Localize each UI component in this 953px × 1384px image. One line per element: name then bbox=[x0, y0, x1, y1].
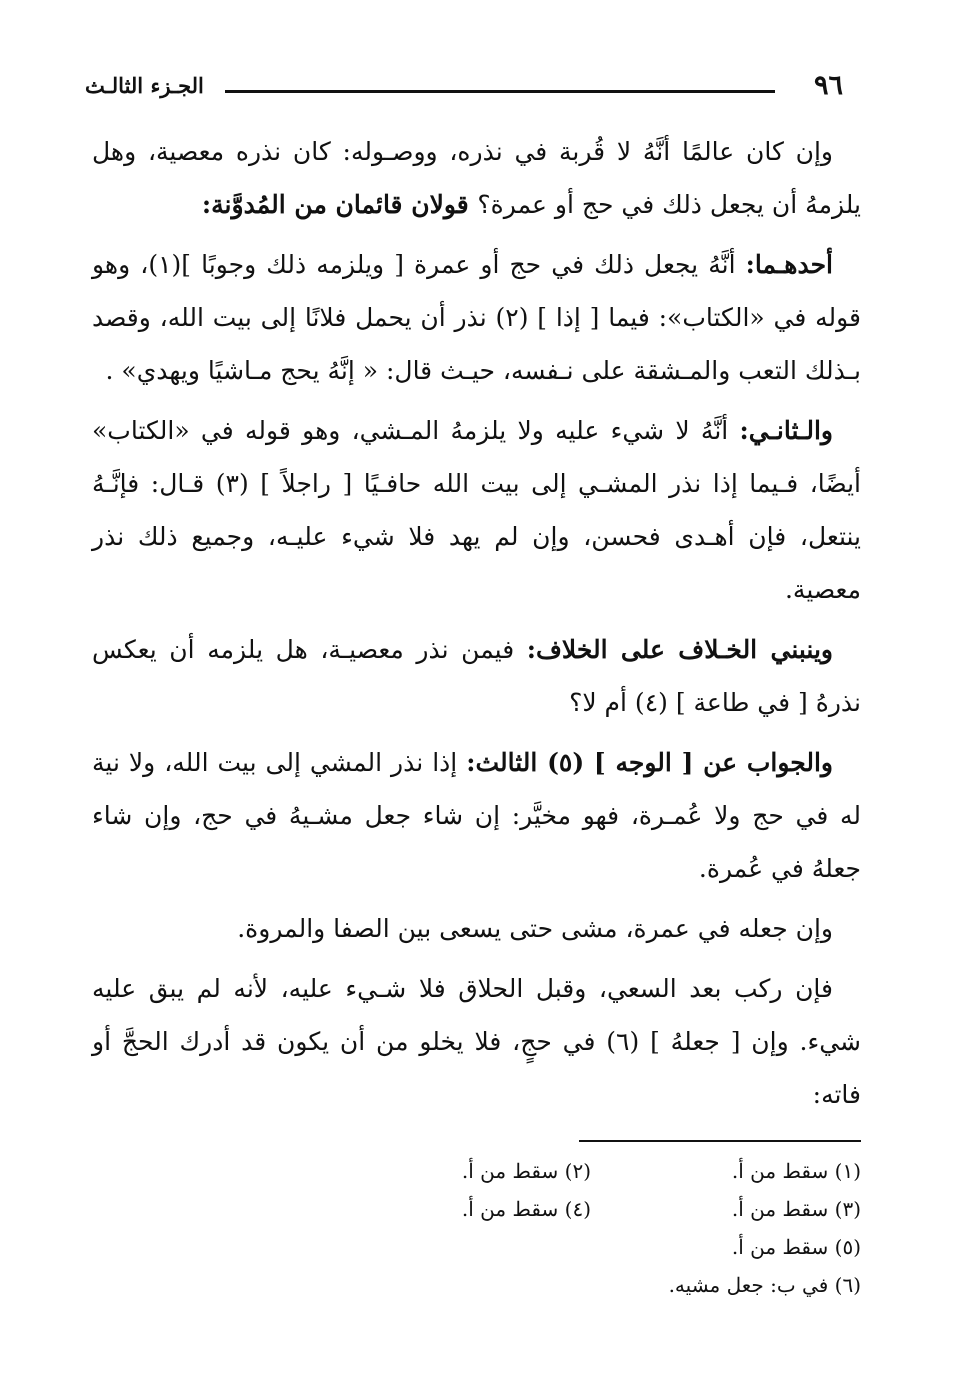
paragraph-2-lead: أحدهـما: bbox=[745, 250, 833, 279]
part-title: الجـزء الثالـث bbox=[85, 73, 204, 98]
paragraph-4-lead: وينبني الخـلاف على الخلاف: bbox=[526, 635, 833, 664]
footnote-row bbox=[321, 1152, 861, 1190]
footnote-row bbox=[321, 1190, 861, 1228]
paragraph-3-lead: والـثانـي: bbox=[739, 416, 833, 445]
paragraph-3 bbox=[92, 404, 861, 616]
paragraph-6 bbox=[92, 902, 861, 955]
footnote-1: (١) سقط من أ. bbox=[731, 1159, 861, 1183]
footnotes bbox=[321, 1152, 861, 1304]
paragraph-5-text: إذا نذر المشي إلى بيت الله، ولا نية له في حج ولا عُمـرة، فهو مخيَّر: إن شاء جعل مشـيهُ في حج، وإن شاء جعلهُ في عُمرة. bbox=[92, 748, 861, 883]
paragraph-4-text: فيمن نذر معصيـة، هل يلزمه أن يعكس نذرهُ [ في طاعة ] (٤) أم لا؟ bbox=[92, 635, 861, 717]
paragraph-6-text: وإن جعله في عمرة، مشى حتى يسعى بين الصفا والمروة. bbox=[237, 914, 833, 943]
main-text bbox=[92, 125, 861, 1128]
footnote-separator bbox=[579, 1140, 861, 1142]
paragraph-5 bbox=[92, 736, 861, 895]
paragraph-7 bbox=[92, 962, 861, 1121]
paragraph-7-text: فإن ركب بعد السعي، وقبل الحلاق فلا شـيء عليه، لأنه لم يبق عليه شيء. وإن [ جعلهُ ] (٦) في حجٍ، فلا يخلو من أن يكون قد أدرك الحجَّ أو فاته: bbox=[92, 974, 861, 1109]
paragraph-1-text: وإن كان عالمًا أنَّهُ لا قُربة في نذره، ووصـوله: كان نذره معصية، وهل يلزمهُ أن يجعل ذلك في حج أو عمرة؟ bbox=[92, 137, 861, 219]
paragraph-1 bbox=[92, 125, 861, 231]
page-number: ٩٦ bbox=[813, 70, 843, 101]
footnote-5: (٥) سقط من أ. bbox=[731, 1235, 861, 1259]
footnote-row bbox=[321, 1228, 861, 1266]
paragraph-3-text: أنَّهُ لا شيء عليه ولا يلزمهُ المـشي، وهو قوله في «الكتاب» أيضًا، فـيما إذا نذر المشـي إلى بيت الله حافـيًا [ راجلاً ] (٣) قـال: فإنَّـهُ ينتعل، فإن أهـدى فحسن، وإن لم يهد فلا شيء عليـه، وجميع ذلك نذر معصية. bbox=[92, 416, 861, 604]
paragraph-4 bbox=[92, 623, 861, 729]
footnote-2: (٢) سقط من أ. bbox=[461, 1159, 591, 1183]
page-header bbox=[85, 66, 843, 106]
paragraph-5-lead: والجواب عن [ الوجه ] (٥) الثالث: bbox=[466, 748, 834, 777]
header-rule bbox=[225, 90, 775, 93]
paragraph-2-text: أنَّهُ يجعل ذلك في حج أو عمرة [ ويلزمه ذلك وجوبًا ](١)، وهو قوله في «الكتاب»: فيما [ إذا ] (٢) نذر أن يحمل فلانًا إلى بيت الله، وقصد بـذلك التعب والمـشقة على نـفسه، حيـث قال: « إنَّهُ يحج مـاشيًا ويهدي» . bbox=[92, 250, 861, 385]
footnote-3: (٣) سقط من أ. bbox=[731, 1197, 861, 1221]
footnote-4: (٤) سقط من أ. bbox=[461, 1197, 591, 1221]
footnote-6: (٦) في ب: جعل مشيه. bbox=[668, 1273, 861, 1297]
paragraph-2 bbox=[92, 238, 861, 397]
footnote-row bbox=[321, 1266, 861, 1304]
paragraph-1-bold-tail: قولان قائمان من المُدوَّنة: bbox=[201, 190, 478, 219]
